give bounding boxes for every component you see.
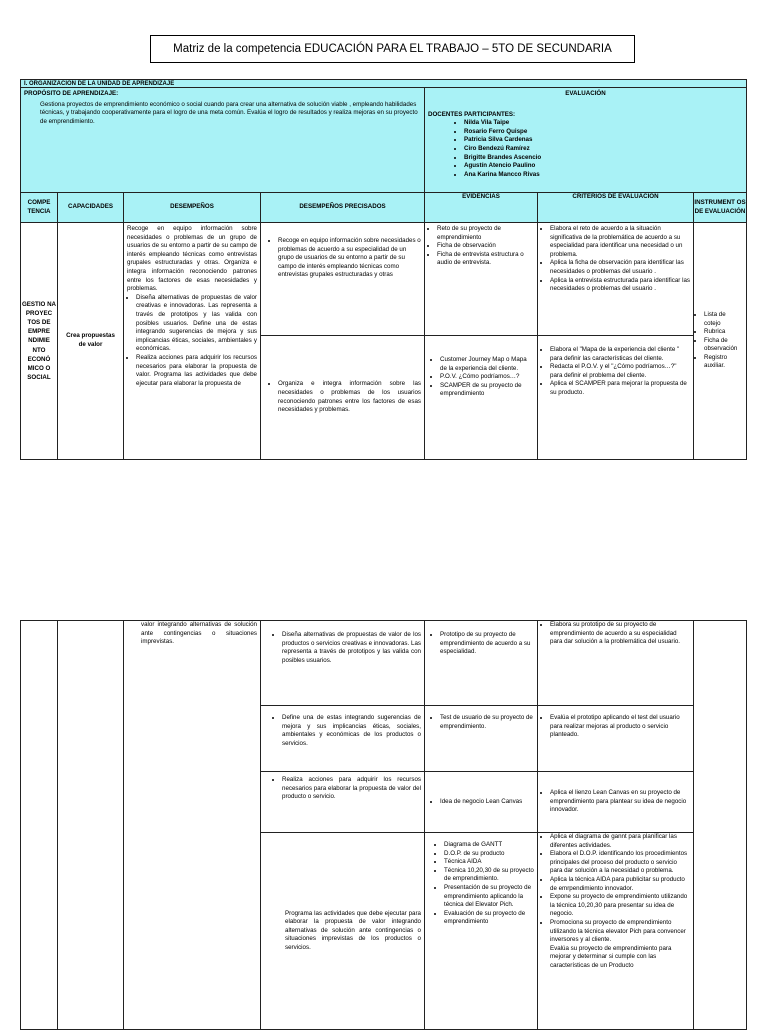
criterio-item: • Aplica el SCAMPER para mejorar la propuesta de su producto. [550, 380, 690, 397]
teacher-item: • Nilda Vila Taipe [464, 119, 743, 128]
evidencia-item: • Técnica AIDA [444, 858, 534, 867]
criterios-cell [537, 832, 694, 1030]
precisado-item: • Diseña alternativas de propuestas de valor de los productos o servicios creativas e innovadoras. Las representa a través de prototipos y las valida con posibles usuarios. [282, 631, 421, 665]
evidencia-item: • D.O.P. de su producto [444, 850, 534, 859]
precisado-item: • Organiza e integra información sobre las necesidades o problemas de los usuarios reconociendo patrones entre los factores de esas necesidades y problemas. [278, 380, 421, 414]
teacher-item: • Agustín Atencio Paulino [464, 162, 743, 171]
evidencia-item: • Ficha de observación [437, 242, 534, 251]
criterio-item: • Elabora el "Mapa de la experiencia del cliente " para definir las características del cliente. [550, 346, 690, 363]
criterio-item: • Aplica la entrevista estructurada para identificar las necesidades o problemas del usuario . [550, 277, 690, 294]
competencia-cell: GESTIO NA PROYEC TOS DE EMPRE NDIMIE NTO ECONÓ MICO O SOCIAL [20, 222, 58, 460]
desempeno-paragraph: Recoge en equipo información sobre necesidades o problemas de un grupo de usuarios de su entorno a partir de su campo de interés empleando técnicas como entrevistas grupales estructuradas y otras. Organiza e integra información reconociendo patrones entre los factores de esas necesidades y problemas. [127, 225, 257, 293]
evidencias-cell [424, 705, 538, 772]
teacher-item: • Ana Karina Mancco Rivas [464, 171, 743, 180]
teacher-item: • Ciro Bendezú Ramírez [464, 145, 743, 154]
criterio-item: • Expone su proyecto de emprendimiento utilizando la técnica 10,20,30 para presentar su idea de negocio. [550, 893, 690, 919]
competencia-cell-continued [20, 620, 58, 1030]
criterio-item: • Redacta el P.O.V. y el "¿Cómo podríamos…?" para definir el problema del cliente. [550, 363, 690, 380]
criterio-item: • Promociona su proyecto de emprendimiento utilizando la técnica elevator Pich para convencer inversores y al cliente. [550, 919, 690, 945]
criterio-item: • Aplica el diagrama de gannt para planificar las diferentes actividades. [550, 833, 690, 850]
precisado-item: • Realiza acciones para adquirir los recursos necesarios para elaborar la propuesta de valor del producto o servicio. [282, 776, 421, 802]
capacidad-cell-continued [57, 620, 124, 1030]
desempeno-continuation: valor integrando alternativas de solución ante contingencias o situaciones imprevistas. [141, 621, 257, 646]
criterio-item: • Elabora el reto de acuerdo a la situación significativa de la problemática de acuerdo a su especialidad para identificar una necesidad o un problema. [550, 225, 690, 259]
teacher-item: • Brigitte Brandes Ascencio [464, 154, 743, 163]
evidencia-item: • Presentación de su proyecto de emprendimiento aplicando la técnica del Elevator Pich. [444, 884, 534, 910]
criterio-extra: Evalúa su proyecto de emprendimiento para mejorar y determinar si cumple con las características de un Producto [550, 944, 672, 969]
document-title: Matriz de la competencia EDUCACIÓN PARA EL TRABAJO – 5TO DE SECUNDARIA [150, 35, 635, 63]
criterios-cell [537, 705, 694, 772]
evidencia-item: • Técnica 10,20,30 de su proyecto de emprendimiento. [444, 867, 534, 884]
header-desempenos: DESEMPEÑOS [123, 192, 261, 223]
criterio-item: • Aplica el lienzo Lean Canvas en su proyecto de emprendimiento para plantear su idea de negocio innovador. [550, 789, 690, 815]
desempenos-cell-continued [123, 620, 261, 1030]
evidencias-cell [424, 771, 538, 833]
teachers-list [428, 119, 743, 179]
teacher-item: • Rosario Ferro Quispe [464, 128, 743, 137]
precisado-item: • Recoge en equipo información sobre necesidades o problemas de acuerdo a su especialidad de un grupo de usuarios de su entorno a partir de su campo de interés empleando técnicas como entrevistas grupales estructuradas y otras [278, 237, 421, 280]
precisado-cell [260, 222, 425, 336]
section-heading: I. ORGANIZACIÓN DE LA UNIDAD DE APRENDIZAJE [24, 81, 175, 87]
header-capacidades: CAPACIDADES [57, 192, 124, 223]
precisado-cell [260, 620, 425, 706]
criterio-item: • Elabora el D.O.P. identificando los procedimientos principales del proceso del producto o servicio para dar solución a la necesidad o problema. [550, 850, 690, 876]
instrumento-item: • Registro auxiliar. [704, 354, 743, 371]
evidencias-cell [424, 335, 538, 460]
criterios-cell [537, 335, 694, 460]
criterio-item: • Elabora su prototipo de su proyecto de emprendimiento de acuerdo a su especialidad para dar solución a la problemática del usuario. [550, 621, 690, 647]
capacidad-cell: Crea propuestas de valor [57, 222, 124, 460]
precisado-item: • Define una de estas integrando sugerencias de mejora y sus implicancias éticas, sociales, ambientales y económicas de los productos o servicios. [282, 714, 421, 748]
desempenos-cell [123, 222, 261, 460]
precisado-cell [260, 771, 425, 833]
evidencias-cell [424, 832, 538, 1030]
evidencia-item: • Ficha de entrevista estructura o audio de entrevista. [437, 251, 534, 268]
evaluation-label: EVALUACIÓN [565, 90, 606, 97]
criterio-item: • Aplica la técnica AIDA para publicitar su producto de emrpendimiento innovador. [550, 876, 690, 893]
evidencia-item: • SCAMPER de su proyecto de emprendimiento [440, 382, 534, 399]
criterios-cell [537, 222, 694, 336]
evaluation-cell [424, 87, 747, 193]
evidencia-item: • Reto de su proyecto de emprendimiento [437, 225, 534, 242]
precisado-cell [260, 335, 425, 460]
instrumentos-cell [693, 222, 747, 460]
purpose-cell [20, 87, 425, 193]
header-evidencias: EVIDENCIAS [424, 192, 538, 223]
precisado-cell [260, 832, 425, 1030]
purpose-label: PROPÓSITO DE APRENDIZAJE: [24, 90, 119, 97]
evidencia-item: • Test de usuario de su proyecto de emprendimiento. [440, 714, 534, 731]
header-competencia: COMPE TENCIA [20, 192, 58, 223]
criterio-item: • Evalúa el prototipo aplicando el test del usuario para realizar mejoras al producto o servicio planteado. [550, 714, 690, 740]
evidencia-item: • Customer Journey Map o Mapa de la experiencia del cliente. [440, 356, 534, 373]
instrumento-item: • Ficha de observación [704, 337, 743, 354]
evidencia-item: • Prototipo de su proyecto de emprendimiento de acuerdo a su especialidad. [440, 631, 534, 657]
instrumentos-cell-continued [693, 620, 747, 1030]
evidencia-item: • Idea de negocio Lean Canvas [440, 798, 522, 807]
criterios-cell [537, 771, 694, 833]
header-instrumentos: INSTRUMENT OS DE EVALUACIÓN [693, 192, 747, 223]
teacher-item: • Patricia Silva Cardenas [464, 136, 743, 145]
instrumento-item: • Lista de cotejo [704, 311, 743, 328]
purpose-text: Gestiona proyectos de emprendimiento económico o social cuando para crear una alternativa de solución viable , empleando habilidades técnicas, y trabajando cooperativamente para el logro de una meta común. Evalúa el logro de resultados y realiza mejoras en su proyecto de emprendimiento. [40, 100, 418, 125]
header-criterios: CRITERIOS DE EVALUACIÓN [537, 192, 694, 223]
precisado-cell [260, 705, 425, 772]
evidencia-item: • Diagrama de GANTT [444, 841, 534, 850]
precisado-item: Programa las actividades que debe ejecutar para elaborar la propuesta de valor integrando alternativas de solución ante contingencias o situaciones imprevistas de los productos o servicios. [285, 909, 421, 951]
criterios-cell [537, 620, 694, 706]
evidencia-item: • Evaluación de su proyecto de emprendimiento [444, 910, 534, 927]
evidencias-cell [424, 620, 538, 706]
desempeno-item: • Realiza acciones para adquirir los recursos necesarios para elaborar la propuesta de valor. Programa las actividades que debe ejecutar para elaborar la propuesta de [136, 354, 257, 388]
teachers-label: DOCENTES PARTICIPANTES: [428, 110, 516, 118]
instrumento-item: • Rubrica [704, 328, 743, 337]
criterio-item: • Aplica la ficha de observación para identificar las necesidades o problemas del usuario . [550, 259, 690, 276]
evidencia-item: • P.O.V. ¿Cómo podríamos…? [440, 373, 534, 382]
header-desempenos-precisados: DESEMPEÑOS PRECISADOS [260, 192, 425, 223]
evidencias-cell [424, 222, 538, 336]
desempeno-item: • Diseña alternativas de propuestas de valor creativas e innovadoras. Las representa a través de prototipos y las valida con posibles usuarios. Define una de estas integrando sugerencias de mejora y sus implicancias éticas, sociales, ambientales y económicas. [136, 294, 257, 354]
